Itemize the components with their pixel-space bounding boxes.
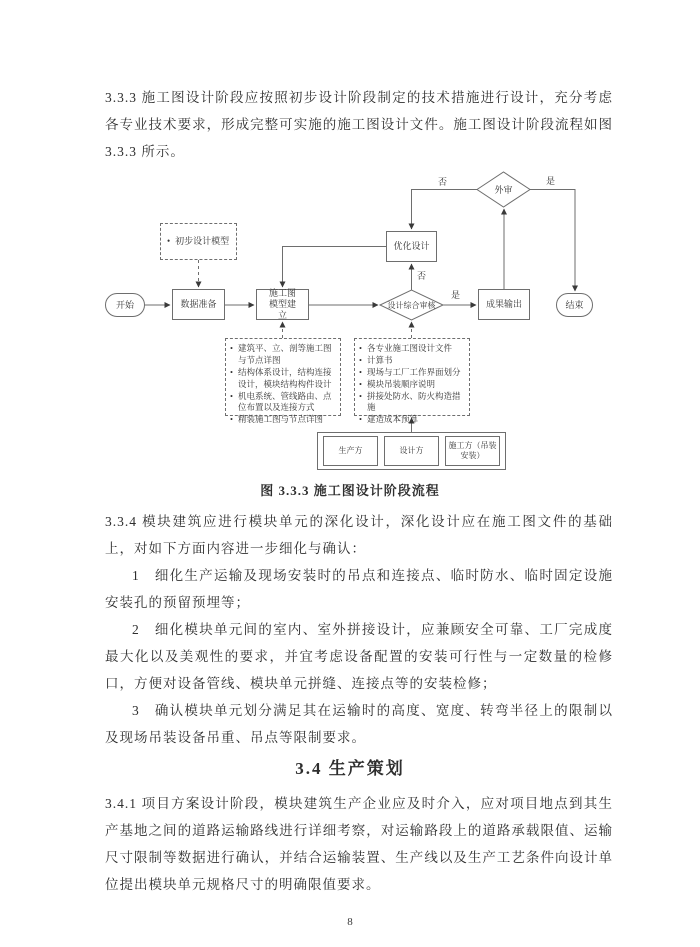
- review-content-item: • 模块吊装顺序说明: [357, 379, 466, 391]
- list-item-2: 2 细化模块单元间的室内、室外拼接设计，应兼顾安全可靠、工厂完成度最大化以及美观性的要求，并宜考虑设备配置的安装可行性与一定数量的检修口，方便对设备管线、模块单元拼缝、连接点等的安装检修；: [105, 622, 613, 691]
- paragraph-3-3-3: 3.3.3 施工图设计阶段应按照初步设计阶段制定的技术措施进行设计，充分考虑各专业技术要求，形成完整可实施的施工图设计文件。施工图设计阶段流程如图3.3.3 所示。: [105, 90, 613, 159]
- model-build-node: 施工图模型建立: [256, 289, 309, 320]
- start-node: 开始: [105, 293, 145, 317]
- review-content-item: • 拼接处防水、防火构造措施: [357, 391, 466, 415]
- model-content-item: • 机电系统、管线路由、点位布置以及连接方式: [228, 391, 337, 415]
- edge-label-external-yes: 是: [546, 176, 556, 186]
- output-node: 成果输出: [478, 289, 530, 320]
- review-content-box: [354, 338, 470, 425]
- paragraph-3-3-4: 3.3.4 模块建筑应进行模块单元的深化设计，深化设计应在施工图文件的基础上，对如下方面内容进一步细化与确认：: [105, 514, 613, 556]
- model-content-item: • 精装施工图与节点详图: [228, 414, 337, 426]
- model-content-box: [225, 338, 341, 425]
- end-node: 结束: [556, 293, 593, 317]
- paragraph-3-4-1: 3.4.1 项目方案设计阶段，模块建筑生产企业应及时介入，应对项目地点到其生产基地之间的道路运输路线进行详细考察，对运输路段上的道路承载限值、运输尺寸限制等数据进行确认，并结合运输装置、生产线以及生产工艺条件向设计单位提出模块单元规格尺寸的明确限值要求。: [105, 796, 613, 892]
- review-content-item: • 计算书: [357, 355, 466, 367]
- producer-node: 生产方: [323, 436, 378, 466]
- edge-label-external-no: 否: [438, 177, 448, 187]
- review-content-item: • 建造成本预算: [357, 414, 466, 426]
- design-review-label: 设计综合审核: [387, 300, 436, 310]
- list-item-1: 1 细化生产运输及现场安装时的吊点和连接点、临时防水、临时固定设施安装孔的预留预埋等；: [105, 568, 613, 610]
- constructor-node: 施工方（吊装安装）: [445, 436, 500, 466]
- section-heading-3-4: 3.4 生产策划: [295, 759, 405, 778]
- prelim-model-node: • 初步设计模型: [160, 223, 237, 260]
- parties-container: [317, 432, 506, 470]
- flowchart-figure: [95, 168, 605, 478]
- optimize-node: 优化设计: [386, 231, 437, 262]
- external-review-label: 外审: [494, 185, 513, 195]
- model-content-item: • 结构体系设计，结构连接设计，模块结构构件设计: [228, 367, 337, 391]
- model-content-item: • 建筑平、立、剖等施工图与节点详图: [228, 343, 337, 367]
- data-prep-node: 数据准备: [172, 289, 225, 320]
- page-number: 8: [347, 916, 353, 928]
- review-content-item: • 现场与工厂工作界面划分: [357, 367, 466, 379]
- figure-caption: 图 3.3.3 施工图设计阶段流程: [260, 483, 440, 498]
- designer-node: 设计方: [384, 436, 439, 466]
- list-item-3: 3 确认模块单元划分满足其在运输时的高度、宽度、转弯半径上的限制以及现场吊装设备吊重、吊点等限制要求。: [105, 703, 613, 745]
- edge-label-review-no: 否: [417, 271, 427, 281]
- edge-label-review-yes: 是: [451, 290, 461, 300]
- review-content-item: • 各专业施工图设计文件: [357, 343, 466, 355]
